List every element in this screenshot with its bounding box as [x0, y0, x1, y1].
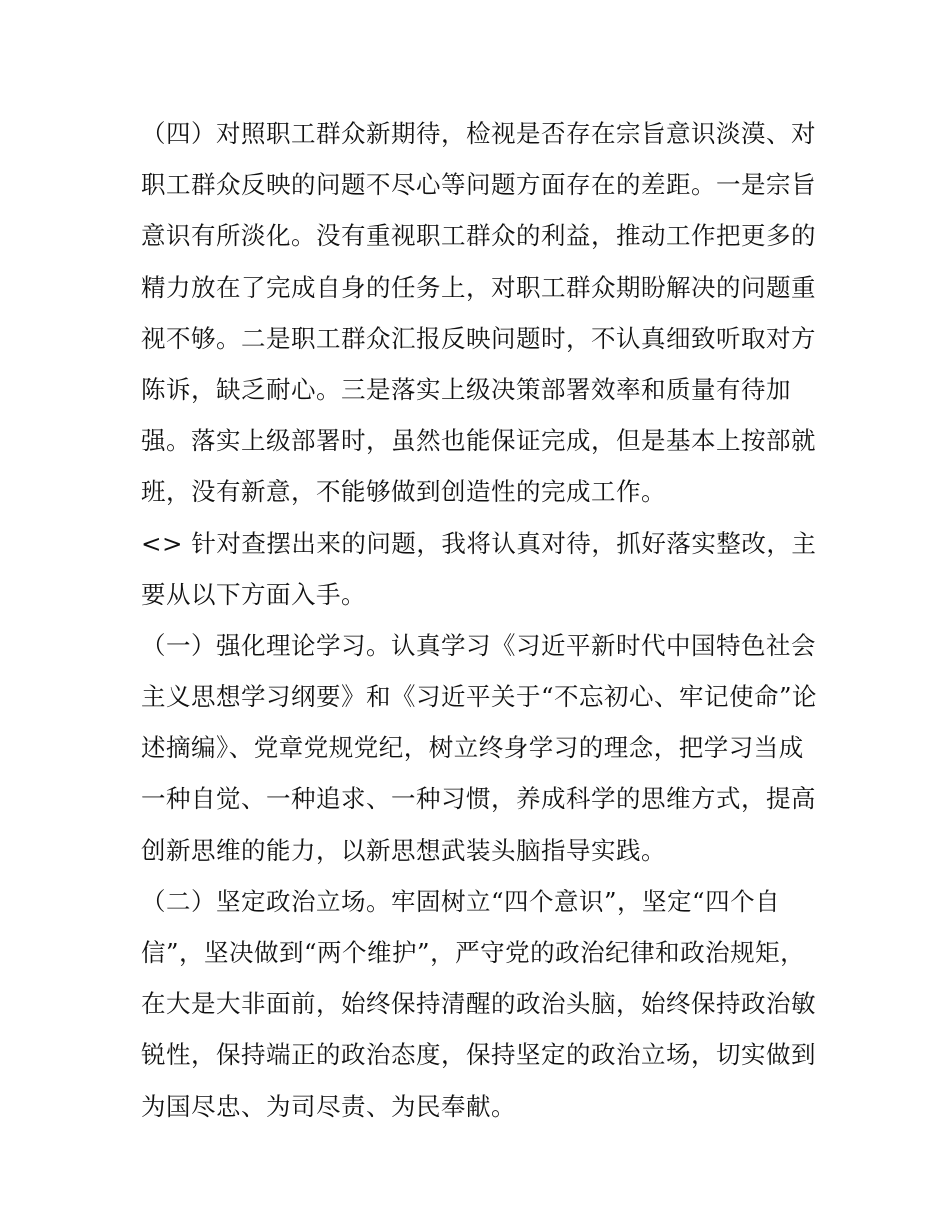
text-line: 精力放在了完成自身的任务上，对职工群众期盼解决的问题重 [141, 272, 816, 302]
text-line: 信”，坚决做到“两个维护”，严守党的政治纪律和政治规矩， [141, 938, 806, 967]
text-line: 述摘编》、党章党规党纪，树立终身学习的理念，把学习当成 [141, 733, 804, 763]
text-line: 在大是大非面前，始终保持清醒的政治头脑，始终保持政治敏 [141, 989, 816, 1019]
document-body [141, 108, 821, 1132]
text-line: 意识有所淡化。没有重视职工群众的利益，推动工作把更多的 [141, 221, 816, 251]
text-line: 职工群众反映的问题不尽心等问题方面存在的差距。一是宗旨 [141, 170, 816, 200]
text-line: 陈诉，缺乏耐心。三是落实上级决策部署效率和质量有待加 [141, 374, 791, 404]
text-line: （一）强化理论学习。认真学习《习近平新时代中国特色社会 [141, 630, 816, 660]
text-line: 班，没有新意，不能够做到创造性的完成工作。 [141, 477, 666, 507]
text-line: 要从以下方面入手。 [141, 579, 366, 609]
text-line: 一种自觉、一种追求、一种习惯，养成科学的思维方式，提高 [141, 784, 816, 814]
text-line: （四）对照职工群众新期待，检视是否存在宗旨意识淡漠、对 [141, 119, 816, 148]
text-line: <> 针对查摆出来的问题，我将认真对待，抓好落实整改，主 [141, 528, 817, 558]
text-line: 创新思维的能力，以新思想武装头脑指导实践。 [141, 835, 666, 865]
text-line: 强。落实上级部署时，虽然也能保证完成，但是基本上按部就 [141, 426, 816, 456]
text-line: （二）坚定政治立场。牢固树立“四个意识”，坚定“四个自 [141, 886, 781, 916]
text-line: 锐性，保持端正的政治态度，保持坚定的政治立场，切实做到 [141, 1040, 816, 1070]
text-line: 视不够。二是职工群众汇报反映问题时，不认真细致听取对方 [141, 323, 816, 353]
text-line: 主义思想学习纲要》和《习近平关于“不忘初心、牢记使命”论 [141, 682, 818, 712]
text-line: 为国尽忠、为司尽责、为民奉献。 [141, 1091, 516, 1121]
